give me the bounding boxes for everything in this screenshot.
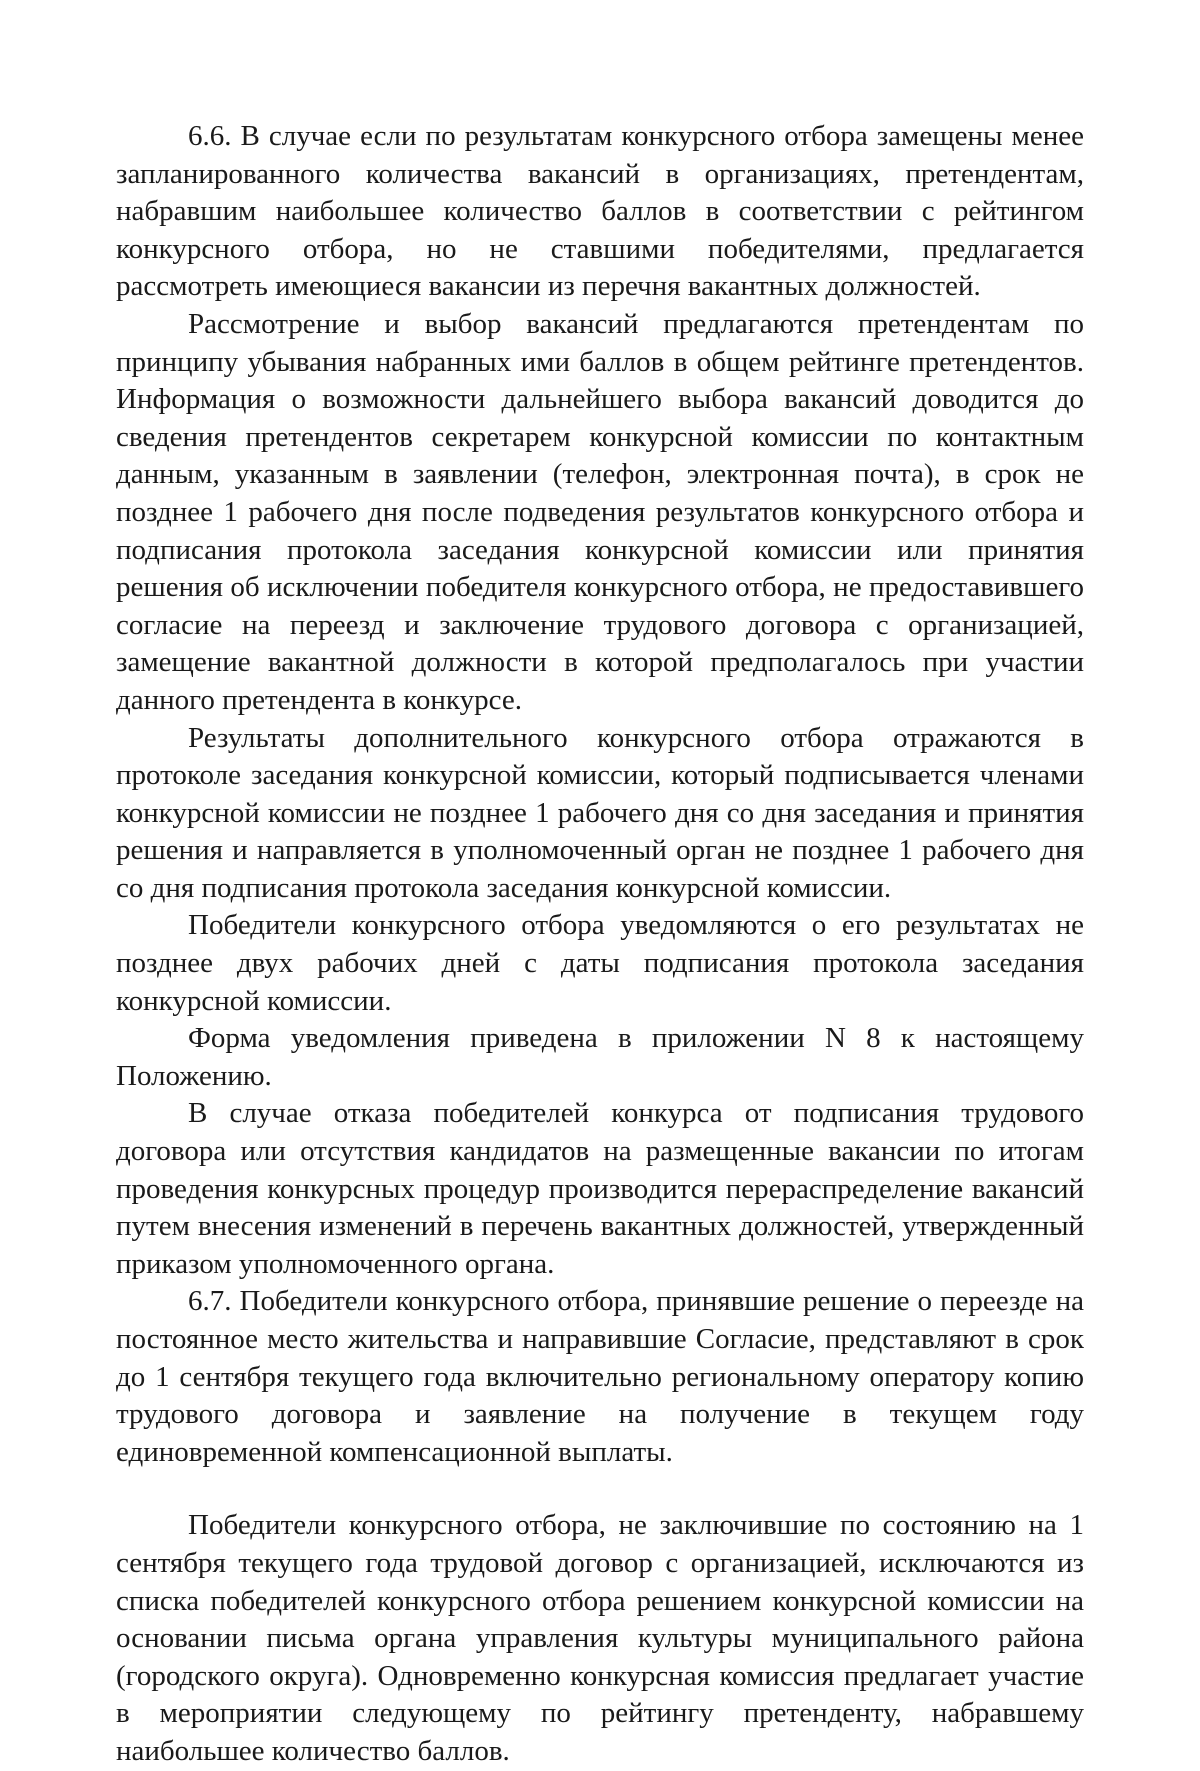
paragraph-vacancy-selection: Рассмотрение и выбор вакансий предлагаются претендентам по принципу убывания набранных ими баллов в общем рейтинге претендентов. Информация о возможности дальнейшего выбора вакансий доводится до сведения претендентов секретарем конкурсной комиссии по контактным данным, указанным в заявлении (телефон, электронная почта), в срок не позднее 1 рабочего дня после подведения результатов конкурсного отбора и подписания протокола заседания конкурсной комиссии или принятия решения об исключении победителя конкурсного отбора, не предоставившего согласие на переезд и заключение трудового договора с организацией, замещение вакантной должности в которой предполагалось при участии данного претендента в конкурсе. xyxy=(116,307,1084,716)
paragraph-winners-exclusion: Победители конкурсного отбора, не заключившие по состоянию на 1 сентября текущего года трудовой договор с организацией, исключаются из списка победителей конкурсного отбора решением конкурсной комиссии на основании письма органа управления культуры муниципального района (городского округа). Одновременно конкурсная комиссия предлагает участие в мероприятии следующему по рейтингу претенденту, набравшему наибольшее количество баллов. xyxy=(116,1509,1084,1767)
paragraph-refusal-redistribution: В случае отказа победителей конкурса от подписания трудового договора или отсутствия кандидатов на размещенные вакансии по итогам проведения конкурсных процедур производится перераспределение вакансий путем внесения изменений в перечень вакантных должностей, утвержденный приказом уполномоченного органа. xyxy=(116,1097,1084,1280)
paragraph-additional-selection-results: Результаты дополнительного конкурсного отбора отражаются в протоколе заседания конкурсной комиссии, который подписывается членами конкурсной комиссии не позднее 1 рабочего дня со дня заседания и принятия решения и направляется в уполномоченный орган не позднее 1 рабочего дня со дня подписания протокола заседания конкурсной комиссии. xyxy=(116,721,1084,904)
paragraph-notification-form: Форма уведомления приведена в приложении N 8 к настоящему Положению. xyxy=(116,1022,1084,1092)
paragraph-winners-notification: Победители конкурсного отбора уведомляются о его результатах не позднее двух рабочих дней с даты подписания протокола заседания конкурсной комиссии. xyxy=(116,909,1084,1017)
paragraph-6-6: 6.6. В случае если по результатам конкурсного отбора замещены менее запланированного количества вакансий в организациях, претендентам, набравшим наибольшее количество баллов в соответствии с рейтингом конкурсного отбора, но не ставшими победителями, предлагается рассмотреть имеющиеся вакансии из перечня вакантных должностей. xyxy=(116,120,1084,303)
paragraph-6-7: 6.7. Победители конкурсного отбора, принявшие решение о переезде на постоянное место жительства и направившие Согласие, представляют в срок до 1 сентября текущего года включительно региональному оператору копию трудового договора и заявление на получение в текущем году единовременной компенсационной выплаты. xyxy=(116,1285,1084,1468)
document-page xyxy=(116,118,1084,1771)
